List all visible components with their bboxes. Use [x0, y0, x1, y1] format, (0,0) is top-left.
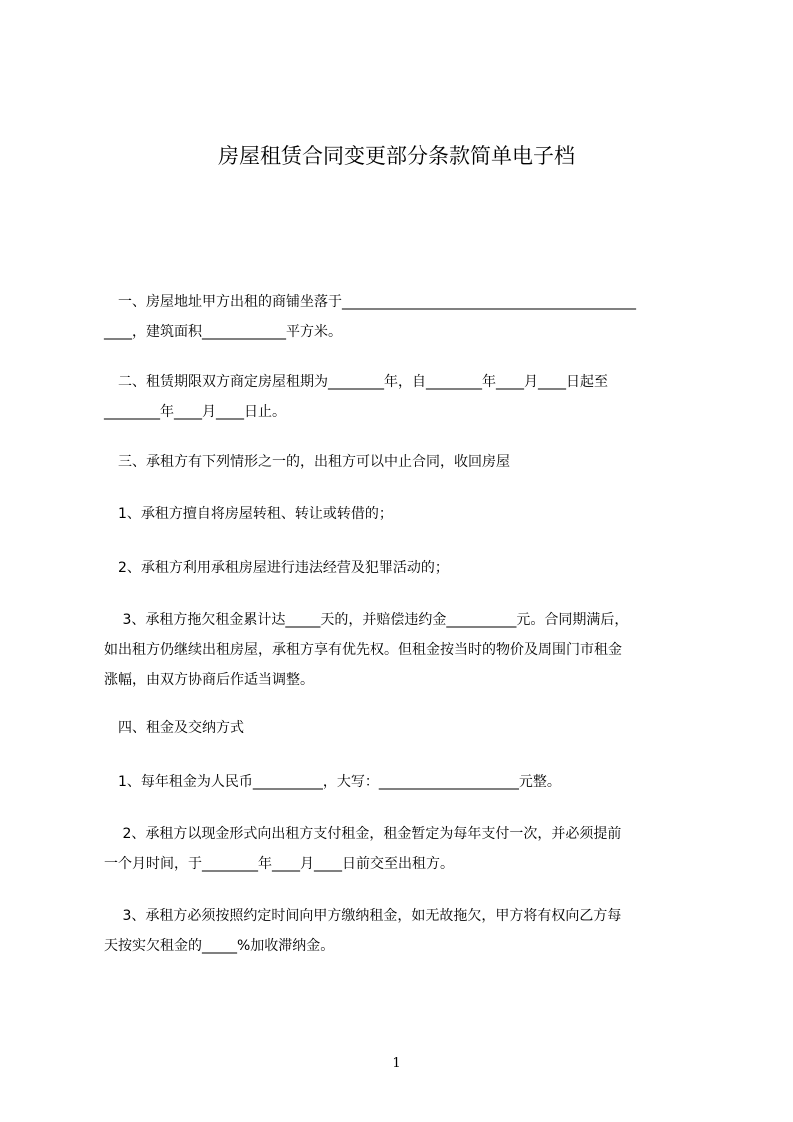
clause-premises-address	[104, 287, 704, 347]
clause-termination-conditions	[104, 447, 704, 477]
clause-line: 涨幅，由双方协商后作适当调整。	[104, 672, 314, 688]
clause-line: 三、承租方有下列情形之一的，出租方可以中止合同，收回房屋	[104, 454, 510, 470]
clause-line: ________年____月____日止。	[104, 404, 286, 420]
clause-line: 2、承租方利用承租房屋进行违法经营及犯罪活动的；	[104, 560, 449, 576]
clause-line: 1、承租方擅自将房屋转租、转让或转借的；	[104, 506, 393, 522]
clause-line: 四、租金及交纳方式	[104, 720, 244, 736]
clause-line: 3、承租方必须按照约定时间向甲方缴纳租金，如无故拖欠，甲方将有权向乙方每	[104, 908, 622, 924]
clause-line: 2、承租方以现金形式向出租方支付租金，租金暂定为每年支付一次，并必须提前	[104, 826, 622, 842]
clause-illegal-use	[104, 553, 704, 583]
clause-line: 一、房屋地址甲方出租的商铺坐落于__________________________________________	[104, 294, 636, 310]
clause-line: 天按实欠租金的_____%加收滞纳金。	[104, 938, 335, 954]
clause-line: 一个月时间，于________年____月____日前交至出租方。	[104, 856, 454, 872]
clause-line: 如出租方仍继续出租房屋，承租方享有优先权。但租金按当时的物价及周围门市租金	[104, 642, 622, 658]
clause-line: ____，建筑面积____________平方米。	[104, 324, 342, 340]
clause-line: 3、承租方拖欠租金累计达_____天的，并赔偿违约金__________元。合同期满后，	[104, 612, 629, 628]
clause-late-fee	[104, 901, 704, 961]
clause-annual-rent	[104, 767, 704, 797]
clause-rent-arrears	[104, 605, 704, 695]
clause-lease-term	[104, 367, 704, 427]
clause-line: 1、每年租金为人民币__________，大写：____________________元整。	[104, 774, 561, 790]
clause-line: 二、租赁期限双方商定房屋租期为________年，自________年____月____日起至	[104, 374, 608, 390]
clause-cash-payment	[104, 819, 704, 879]
clause-sublease	[104, 499, 704, 529]
page-number: 1	[392, 1056, 401, 1071]
document-title: 房屋租赁合同变更部分条款简单电子档	[218, 144, 575, 168]
clause-rent-payment-heading	[104, 713, 704, 743]
